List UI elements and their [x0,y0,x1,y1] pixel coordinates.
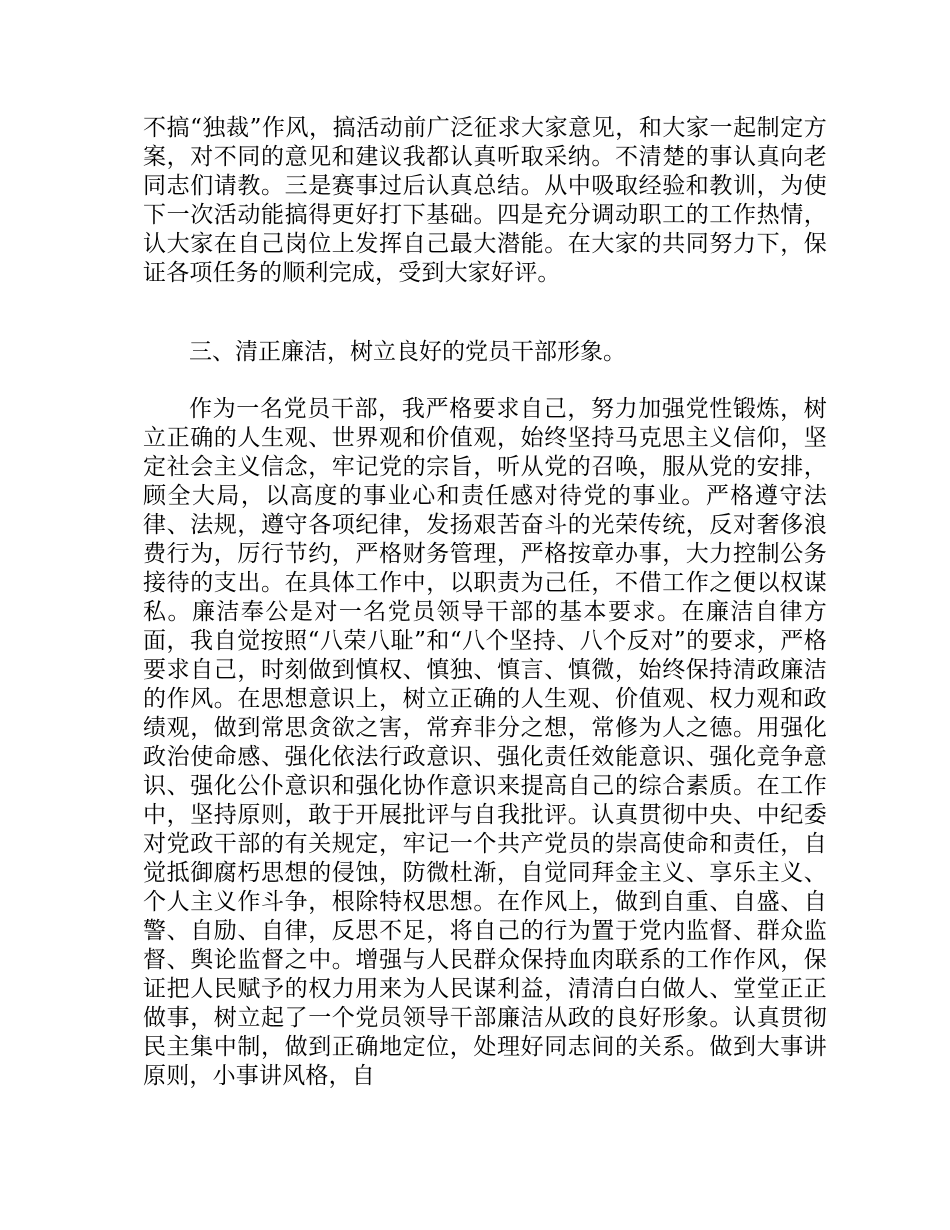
paragraph-continuation: 不搞“独裁”作风，搞活动前广泛征求大家意见，和大家一起制定方案，对不同的意见和建议我都认真听取采纳。不清楚的事认真向老同志们请教。三是赛事过后认真总结。从中吸取经验和教训，为使下一次活动能搞得更好打下基础。四是充分调动职工的工作热情，认大家在自己岗位上发挥自己最大潜能。在大家的共同努力下，保证各项任务的顺利完成，受到大家好评。 [143,115,827,286]
paragraph-main: 作为一名党员干部，我严格要求自己，努力加强党性锻炼，树立正确的人生观、世界观和价值观，始终坚持马克思主义信仰，坚定社会主义信念，牢记党的宗旨，听从党的召唤，服从党的安排，顾全大局，以高度的事业心和责任感对待党的事业。严格遵守法律、法规，遵守各项纪律，发扬艰苦奋斗的光荣传统，反对奢侈浪费行为，厉行节约，严格财务管理，严格按章办事，大力控制公务接待的支出。在具体工作中，以职责为己任，不借工作之便以权谋私。廉洁奉公是对一名党员领导干部的基本要求。在廉洁自律方面，我自觉按照“八荣八耻”和“八个坚持、八个反对”的要求，严格要求自己，时刻做到慎权、慎独、慎言、慎微，始终保持清政廉洁的作风。在思想意识上，树立正确的人生观、价值观、权力观和政绩观，做到常思贪欲之害，常弃非分之想，常修为人之德。用强化政治使命感、强化依法行政意识、强化责任效能意识、强化竞争意识、强化公仆意识和强化协作意识来提高自己的综合素质。在工作中，坚持原则，敢于开展批评与自我批评。认真贯彻中央、中纪委对党政干部的有关规定，牢记一个共产党员的崇高使命和责任，自觉抵御腐朽思想的侵蚀，防微杜渐，自觉同拜金主义、享乐主义、个人主义作斗争，根除特权思想。在作风上，做到自重、自盛、自警、自励、自律，反思不足，将自己的行为置于党内监督、群众监督、舆论监督之中。增强与人民群众保持血肉联系的工作作风，保证把人民赋予的权力用来为人民谋利益，清清白白做人、堂堂正正做事，树立起了一个党员领导干部廉洁从政的良好形象。认真贯彻民主集中制，做到正确地定位，处理好同志间的关系。做到大事讲原则，小事讲风格，自 [143,396,827,1089]
section-heading: 三、清正廉洁，树立良好的党员干部形象。 [189,339,626,365]
